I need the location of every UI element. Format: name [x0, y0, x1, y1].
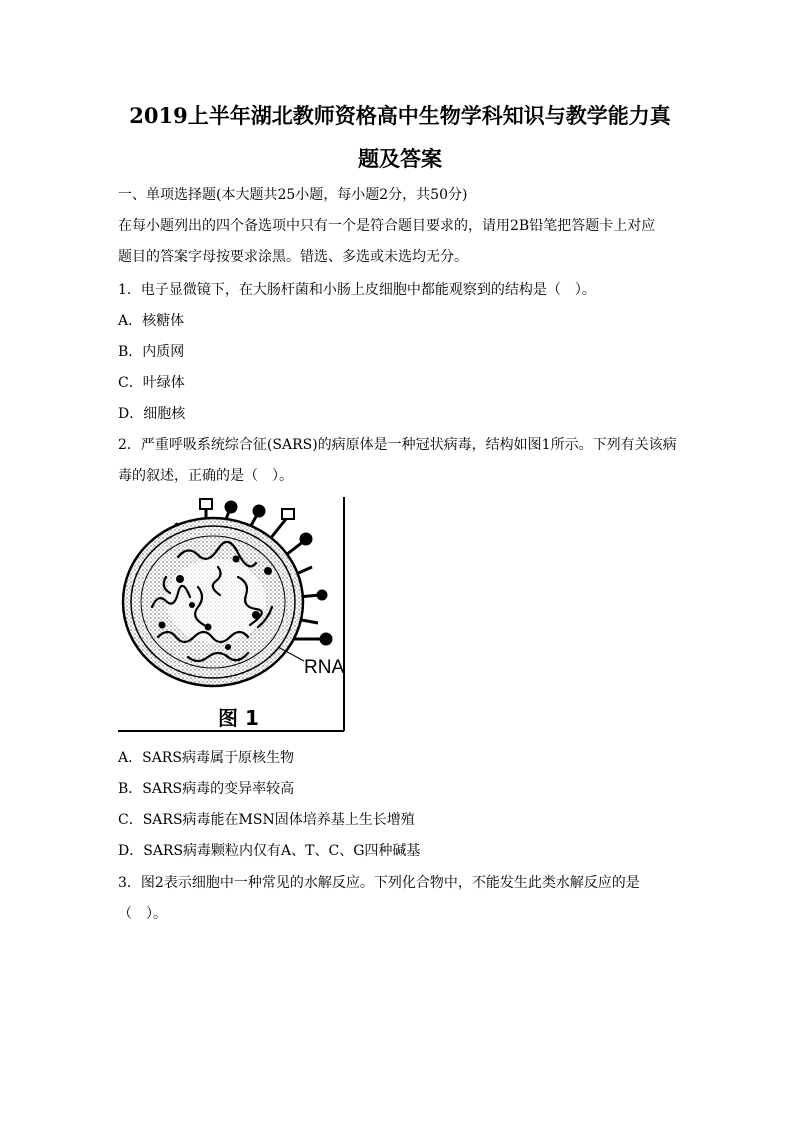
question-1-option-d: D．细胞核 [118, 406, 186, 422]
question-2-option-d: D．SARS病毒颗粒内仅有A、T、C、G四种碱基 [118, 843, 421, 859]
question-1-stem: 1．电子显微镜下，在大肠杆菌和小肠上皮细胞中都能观察到的结构是（ ）。 [118, 282, 596, 298]
question-3-stem-line-2: （ ）。 [118, 906, 167, 922]
question-1-option-a: A．核糖体 [118, 313, 185, 329]
question-2-stem-line-1: 2．严重呼吸系统综合征(SARS)的病原体是一种冠状病毒，结构如图1所示。下列有关该病 [118, 437, 677, 453]
sars-virus-illustration [118, 497, 348, 733]
question-2-option-b: B．SARS病毒的变异率较高 [118, 781, 295, 797]
instructions-line-1: 在每小题列出的四个备选项中只有一个是符合题目要求的，请用2B铅笔把答题卡上对应 [118, 218, 656, 234]
section-heading: 一、单项选择题(本大题共25小题，每小题2分，共50分) [118, 187, 468, 203]
question-2-stem-line-2: 毒的叙述，正确的是（ ）。 [118, 468, 293, 484]
document-title-line-2: 题及答案 [358, 146, 442, 171]
question-1-option-c: C．叶绿体 [118, 375, 185, 391]
instructions-line-2: 题目的答案字母按要求涂黑。错选、多选或未选均无分。 [118, 249, 468, 265]
question-2-option-c: C．SARS病毒能在MSN固体培养基上生长增殖 [118, 812, 415, 828]
figure-1-rna-label: RNA [304, 657, 345, 678]
document-title-line-1: 2019上半年湖北教师资格高中生物学科知识与教学能力真 [129, 103, 671, 128]
question-3-stem-line-1: 3．图2表示细胞中一种常见的水解反应。下列化合物中，不能发生此类水解反应的是 [118, 875, 640, 891]
figure-1-sars-virus [118, 497, 348, 733]
figure-1-caption: 图 1 [218, 706, 259, 730]
question-2-option-a: A．SARS病毒属于原核生物 [118, 750, 294, 766]
question-1-option-b: B．内质网 [118, 344, 185, 360]
